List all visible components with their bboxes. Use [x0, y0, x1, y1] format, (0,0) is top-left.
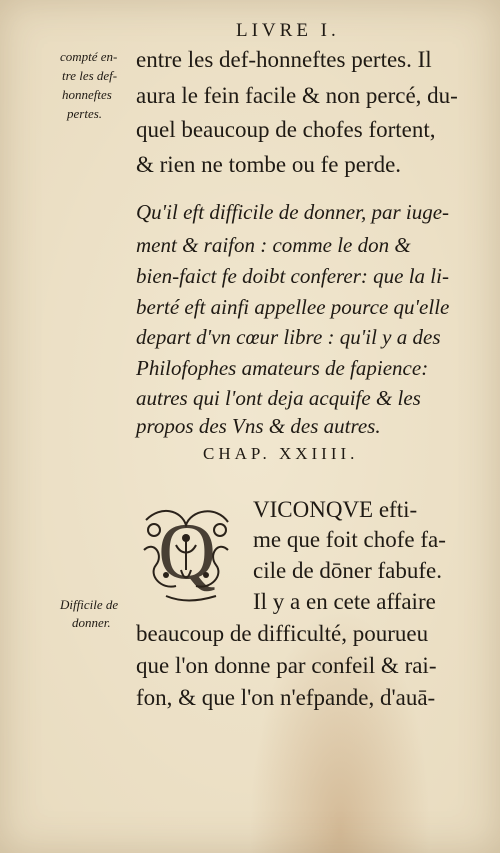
summary-line: autres qui l'ont deja acquife & les: [136, 386, 421, 410]
summary-line: bien-faict fe doibt conferer: que la li-: [136, 264, 449, 288]
margin-note-line: pertes.: [67, 106, 103, 121]
text-line: entre les def-honneftes pertes. Il: [136, 47, 432, 72]
summary-line: ment & raifon : comme le don &: [136, 233, 411, 257]
text-line: & rien ne tombe ou fe perde.: [136, 152, 402, 177]
text-line: VICONQVE efti-: [253, 497, 418, 522]
text-line: que l'on donne par confeil & rai-: [136, 653, 437, 678]
text-line: Il y a en cete affaire: [253, 589, 436, 614]
margin-note-line: Difficile de: [60, 597, 119, 612]
text-line: me que foit chofe fa-: [253, 527, 446, 552]
chapter-heading: CHAP. XXIIII.: [203, 444, 359, 463]
ornament-initial-icon: [136, 500, 238, 606]
text-line: beaucoup de difficulté, pourueu: [136, 621, 429, 646]
summary-line: propos des Vns & des autres.: [136, 414, 381, 438]
text-line: aura le fein facile & non percé, du-: [136, 83, 458, 108]
running-head: LIVRE I.: [236, 20, 340, 41]
summary-line: depart d'vn cœur libre : qu'il y a des: [136, 325, 441, 349]
margin-note-line: donner.: [72, 615, 111, 630]
initial-letter: Q: [158, 508, 216, 596]
decorated-initial: [136, 500, 238, 606]
margin-note-line: tre les def-: [62, 68, 118, 83]
text-line: fon, & que l'on n'efpande, d'auā-: [136, 685, 436, 710]
summary-line: berté eft ainfi appellee pource qu'elle: [136, 295, 450, 319]
summary-line: Philofophes amateurs de fapience:: [136, 356, 429, 380]
summary-line: Qu'il eft difficile de donner, par iuge-: [136, 200, 450, 224]
margin-note-line: compté en-: [60, 49, 118, 64]
text-line: cile de dōner fabufe.: [253, 558, 443, 583]
margin-note-line: honneftes: [62, 87, 112, 102]
text-line: quel beaucoup de chofes fortent,: [136, 117, 436, 142]
